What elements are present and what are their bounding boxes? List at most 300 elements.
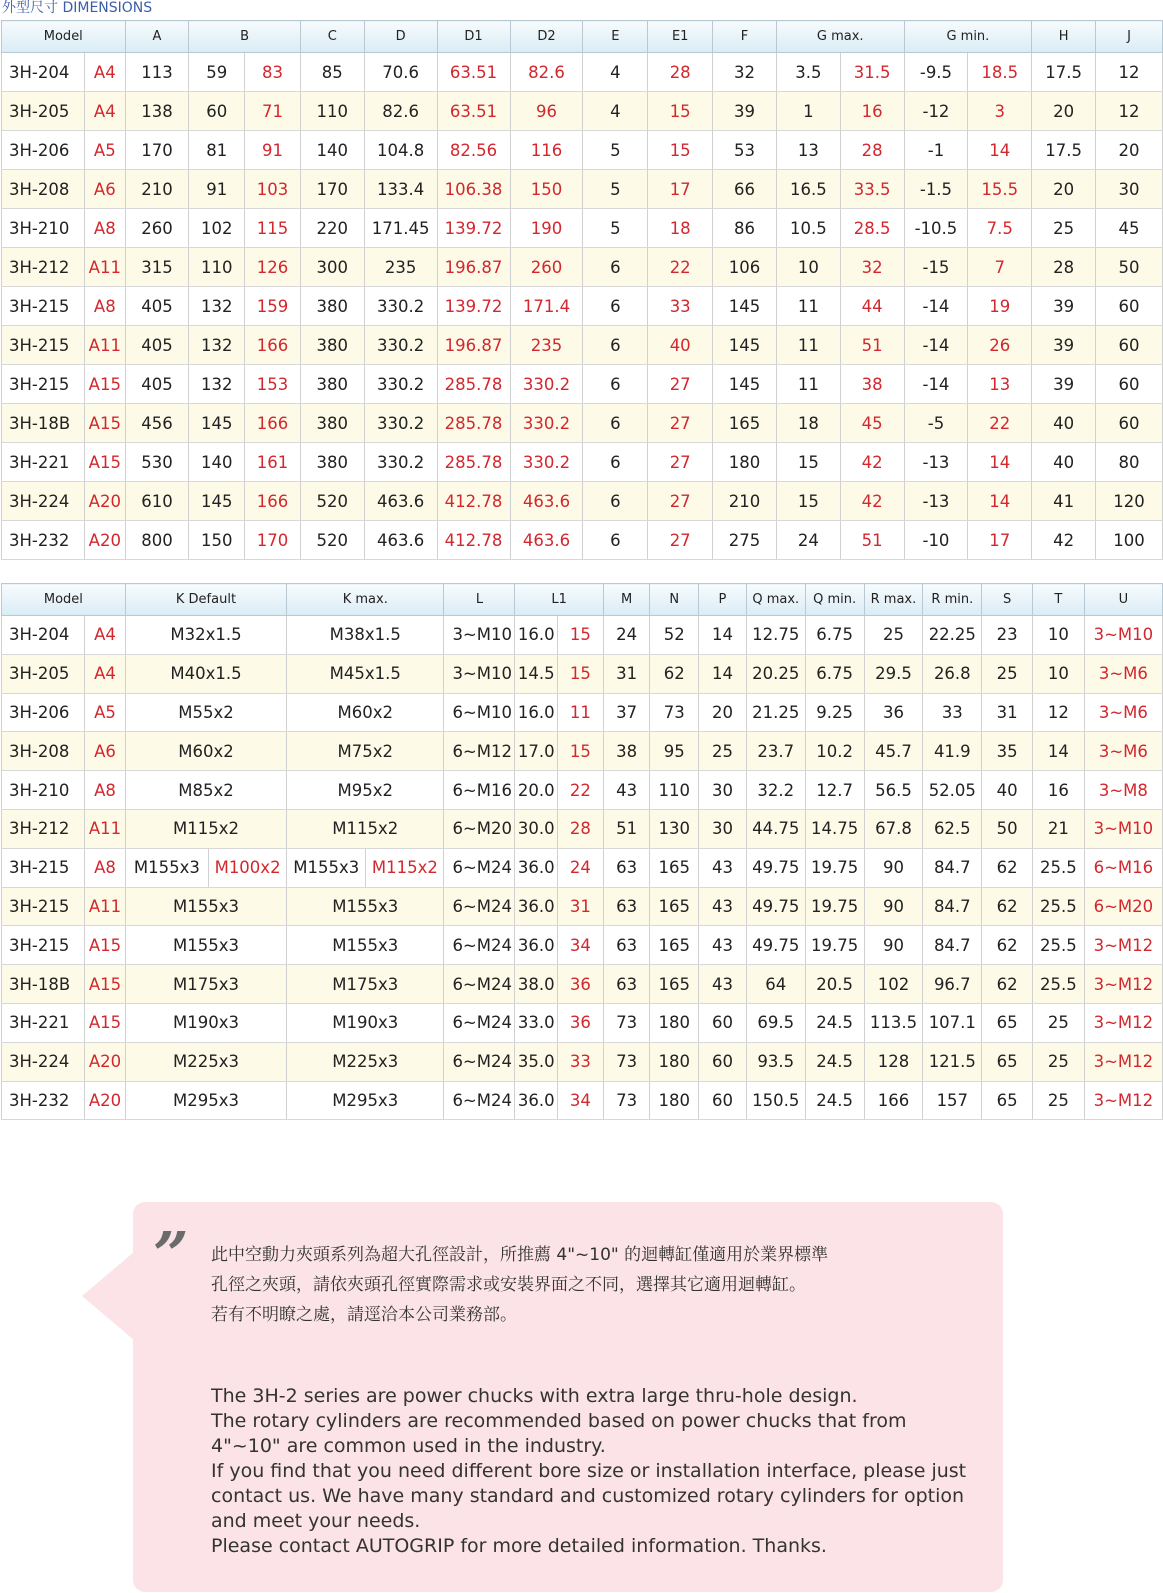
table-cell: 6~M16 <box>444 771 515 810</box>
table-cell: 115 <box>245 209 301 248</box>
model-cell: 3H-221 <box>2 1003 85 1042</box>
model-cell: 3H-215 <box>2 326 85 365</box>
table-cell: 12.7 <box>805 771 864 810</box>
table-cell: 43 <box>699 887 747 926</box>
model-cell: 3H-204 <box>2 616 85 655</box>
table-cell: 463.6 <box>510 482 583 521</box>
table-cell: A15 <box>85 365 126 404</box>
note-pointer <box>82 1252 134 1340</box>
table-cell: 29.5 <box>864 654 923 693</box>
dimensions-table-2 <box>1 583 1163 1120</box>
table-cell: 145 <box>713 287 777 326</box>
table-cell: 49.75 <box>746 926 805 965</box>
table-cell: 60 <box>1096 287 1163 326</box>
col-header: G min. <box>904 21 1032 53</box>
table-cell: A20 <box>85 521 126 560</box>
table-cell: 39 <box>1032 326 1096 365</box>
table-cell: 17 <box>648 170 713 209</box>
table-cell: 63.51 <box>437 92 510 131</box>
note-chinese <box>211 1240 971 1330</box>
table-cell: 113.5 <box>864 1003 923 1042</box>
table-cell: 120 <box>1096 482 1163 521</box>
table-cell: 30 <box>1096 170 1163 209</box>
table-row <box>2 926 1163 965</box>
table-cell: 69.5 <box>746 1003 805 1042</box>
table-cell: 456 <box>125 404 189 443</box>
table-cell: 37 <box>603 693 650 732</box>
table-cell: 285.78 <box>437 443 510 482</box>
col-header: E <box>583 21 648 53</box>
table-cell: 43 <box>603 771 650 810</box>
table-cell: 104.8 <box>364 131 437 170</box>
table-cell: 60 <box>699 1003 747 1042</box>
table-cell: 139.72 <box>437 287 510 326</box>
table-cell: 170 <box>300 170 364 209</box>
table-cell: 31 <box>603 654 650 693</box>
col-header: G max. <box>776 21 904 53</box>
table-cell: 35.0 <box>515 1042 558 1081</box>
table-cell: 140 <box>189 443 245 482</box>
table-cell: 82.6 <box>510 53 583 92</box>
model-cell: 3H-221 <box>2 443 85 482</box>
table-cell: 62 <box>982 887 1033 926</box>
table-cell: -10 <box>904 521 968 560</box>
table-cell: 330.2 <box>510 443 583 482</box>
col-header: Q max. <box>746 584 805 616</box>
table-row <box>2 693 1163 732</box>
table-row <box>2 248 1163 287</box>
table-cell: 5 <box>583 131 648 170</box>
table-cell: 405 <box>125 326 189 365</box>
table-cell: 15.5 <box>968 170 1032 209</box>
table-cell: 33 <box>648 287 713 326</box>
table-cell: 25 <box>1032 1003 1084 1042</box>
table-cell: 170 <box>245 521 301 560</box>
note-en-line: The rotary cylinders are recommended based on power chucks that from <box>211 1410 907 1432</box>
table-cell: -14 <box>904 365 968 404</box>
dimensions-table-1 <box>1 20 1163 560</box>
table-cell: 22 <box>648 248 713 287</box>
table-cell: 14 <box>699 616 747 655</box>
table-cell: 50 <box>1096 248 1163 287</box>
table-cell: 65 <box>982 1042 1033 1081</box>
col-header: A <box>125 21 189 53</box>
table-cell: 25.5 <box>1032 965 1084 1004</box>
table-cell: 31 <box>558 887 604 926</box>
table-cell: 6~M10 <box>444 693 515 732</box>
table-cell: 235 <box>510 326 583 365</box>
table-cell: M190x3 <box>125 1003 286 1042</box>
table-cell: 128 <box>864 1042 923 1081</box>
table-cell: 20 <box>1032 170 1096 209</box>
table-cell: 285.78 <box>437 365 510 404</box>
table-cell: 62 <box>982 848 1033 887</box>
table-cell: 15 <box>776 443 840 482</box>
table-cell: 25.5 <box>1032 848 1084 887</box>
table-cell: 12 <box>1096 53 1163 92</box>
table-cell: 27 <box>648 521 713 560</box>
table-row <box>2 92 1163 131</box>
table-cell: 25.5 <box>1032 887 1084 926</box>
table-cell: 14 <box>968 131 1032 170</box>
table-cell: 36 <box>558 965 604 1004</box>
table-cell: 28.5 <box>840 209 904 248</box>
table-cell: 51 <box>840 326 904 365</box>
table-cell: 210 <box>125 170 189 209</box>
table-cell: 70.6 <box>364 53 437 92</box>
table-cell: 43 <box>699 848 747 887</box>
table-cell: 85 <box>300 53 364 92</box>
table-cell: M100x2 <box>209 848 287 887</box>
table-cell: 610 <box>125 482 189 521</box>
col-header: B <box>189 21 300 53</box>
table-cell: 67.8 <box>864 809 923 848</box>
table-cell: 275 <box>713 521 777 560</box>
model-cell: 3H-208 <box>2 732 85 771</box>
table-cell: 6~M24 <box>444 1081 515 1120</box>
table-cell: 40 <box>648 326 713 365</box>
table-cell: 153 <box>245 365 301 404</box>
table-cell: 180 <box>650 1003 699 1042</box>
table-cell: 63 <box>603 926 650 965</box>
table-cell: 10.2 <box>805 732 864 771</box>
table-cell: 32.2 <box>746 771 805 810</box>
table-cell: 150 <box>189 521 245 560</box>
table-cell: 380 <box>300 443 364 482</box>
table-cell: A20 <box>85 1042 126 1081</box>
table-cell: 60 <box>699 1042 747 1081</box>
model-cell: 3H-208 <box>2 170 85 209</box>
table-cell: M85x2 <box>125 771 286 810</box>
table-cell: 20.0 <box>515 771 558 810</box>
table-cell: 520 <box>300 521 364 560</box>
table-cell: 39 <box>1032 365 1096 404</box>
table-cell: 3~M10 <box>444 654 515 693</box>
table-cell: A11 <box>85 809 126 848</box>
table-cell: 17.5 <box>1032 53 1096 92</box>
table-cell: 380 <box>300 365 364 404</box>
table-cell: 60 <box>699 1081 747 1120</box>
table-cell: 11 <box>776 365 840 404</box>
table-row <box>2 521 1163 560</box>
table-cell: 53 <box>713 131 777 170</box>
table-cell: M175x3 <box>287 965 444 1004</box>
table-cell: A15 <box>85 1003 126 1042</box>
table-cell: 22.25 <box>923 616 982 655</box>
table-cell: 22 <box>968 404 1032 443</box>
table-cell: 25 <box>699 732 747 771</box>
table-cell: 86 <box>713 209 777 248</box>
table-cell: 30.0 <box>515 809 558 848</box>
table-row <box>2 53 1163 92</box>
model-cell: 3H-224 <box>2 1042 85 1081</box>
table-cell: M155x3 <box>125 848 208 887</box>
table-cell: 25 <box>1032 1042 1084 1081</box>
model-cell: 3H-18B <box>2 965 85 1004</box>
table-cell: 285.78 <box>437 404 510 443</box>
table-cell: 121.5 <box>923 1042 982 1081</box>
table-cell: 73 <box>603 1003 650 1042</box>
table-cell: 116 <box>510 131 583 170</box>
table-cell: 27 <box>648 365 713 404</box>
table-cell: 12.75 <box>746 616 805 655</box>
table-cell: A4 <box>85 616 126 655</box>
note-en-line: If you find that you need different bore size or installation interface, please just <box>211 1460 967 1482</box>
table-cell: M32x1.5 <box>125 616 286 655</box>
table-cell: 145 <box>713 365 777 404</box>
table-cell: 520 <box>300 482 364 521</box>
table-cell: 36.0 <box>515 926 558 965</box>
table-cell: 6.75 <box>805 654 864 693</box>
table-cell: 25 <box>1032 209 1096 248</box>
table-cell: -1 <box>904 131 968 170</box>
table-cell: 44 <box>840 287 904 326</box>
table-cell: 30 <box>699 809 747 848</box>
table-cell: 300 <box>300 248 364 287</box>
table-cell: M55x2 <box>125 693 286 732</box>
table-cell: 56.5 <box>864 771 923 810</box>
col-header: K max. <box>287 584 444 616</box>
table-cell: 15 <box>558 732 604 771</box>
model-cell: 3H-205 <box>2 654 85 693</box>
table-cell: 91 <box>189 170 245 209</box>
table-cell: 24.5 <box>805 1081 864 1120</box>
table-row <box>2 404 1163 443</box>
table-cell: 330.2 <box>364 443 437 482</box>
table-cell: 3~M12 <box>1084 1003 1162 1042</box>
table-cell: A4 <box>85 53 126 92</box>
table-cell: M225x3 <box>125 1042 286 1081</box>
table-cell: 63 <box>603 848 650 887</box>
table-cell: 6.75 <box>805 616 864 655</box>
table-cell: 84.7 <box>923 887 982 926</box>
model-cell: 3H-215 <box>2 365 85 404</box>
table-cell: 3 <box>968 92 1032 131</box>
table-cell: 33.0 <box>515 1003 558 1042</box>
table-cell: 35 <box>982 732 1033 771</box>
table-cell: 165 <box>650 887 699 926</box>
table-cell: 159 <box>245 287 301 326</box>
table-cell: 6~M12 <box>444 732 515 771</box>
table-row <box>2 170 1163 209</box>
table-cell: 15 <box>648 92 713 131</box>
table-cell: 139.72 <box>437 209 510 248</box>
table-cell: 6~M24 <box>444 965 515 1004</box>
col-header: N <box>650 584 699 616</box>
table-row <box>2 365 1163 404</box>
table-cell: M155x3 <box>125 887 286 926</box>
table-cell: 63.51 <box>437 53 510 92</box>
table-cell: 42 <box>1032 521 1096 560</box>
table-cell: 3~M12 <box>1084 965 1162 1004</box>
table-cell: 405 <box>125 287 189 326</box>
table-cell: 82.56 <box>437 131 510 170</box>
table-cell: 63 <box>603 965 650 1004</box>
table-cell: 18 <box>776 404 840 443</box>
table-cell: 3~M10 <box>444 616 515 655</box>
table-cell: A4 <box>85 654 126 693</box>
table-cell: 4 <box>583 53 648 92</box>
table-cell: 6~M24 <box>444 1003 515 1042</box>
table-cell: 14 <box>1032 732 1084 771</box>
table-cell: 52.05 <box>923 771 982 810</box>
table-cell: A4 <box>85 92 126 131</box>
table-cell: 380 <box>300 326 364 365</box>
table-cell: 171.4 <box>510 287 583 326</box>
col-header: K Default <box>125 584 286 616</box>
table-cell: 16 <box>1032 771 1084 810</box>
table-cell: 64 <box>746 965 805 1004</box>
table-cell: 40 <box>1032 404 1096 443</box>
table-cell: 62 <box>982 965 1033 1004</box>
table-cell: 42 <box>840 482 904 521</box>
model-cell: 3H-205 <box>2 92 85 131</box>
table-cell: 27 <box>648 443 713 482</box>
table-row <box>2 1081 1163 1120</box>
table-cell: A8 <box>85 287 126 326</box>
table-cell: 36.0 <box>515 887 558 926</box>
table-cell: 60 <box>189 92 245 131</box>
table-cell: 38.0 <box>515 965 558 1004</box>
note-en-line: and meet your needs. <box>211 1510 421 1532</box>
table-cell: 180 <box>650 1081 699 1120</box>
table-cell: 27 <box>648 404 713 443</box>
table-cell: 132 <box>189 326 245 365</box>
table-cell: M155x3 <box>287 887 444 926</box>
table-cell: 14.75 <box>805 809 864 848</box>
table-cell: 81 <box>189 131 245 170</box>
table-cell: 32 <box>840 248 904 287</box>
table-cell: 16 <box>840 92 904 131</box>
table-cell: A11 <box>85 326 126 365</box>
table-cell: 24.5 <box>805 1042 864 1081</box>
table-cell: 63 <box>603 887 650 926</box>
table-cell: 196.87 <box>437 326 510 365</box>
table-cell: 171.45 <box>364 209 437 248</box>
table-cell: 165 <box>650 965 699 1004</box>
table-cell: 90 <box>864 926 923 965</box>
table-cell: 6 <box>583 443 648 482</box>
table-cell: 145 <box>713 326 777 365</box>
table-cell: M95x2 <box>287 771 444 810</box>
table-cell: 45 <box>840 404 904 443</box>
table-cell: 3~M6 <box>1084 693 1162 732</box>
table-cell: 20.5 <box>805 965 864 1004</box>
table-cell: 3~M12 <box>1084 1042 1162 1081</box>
table-cell: 165 <box>650 926 699 965</box>
table-cell: 103 <box>245 170 301 209</box>
table-cell: 330.2 <box>364 404 437 443</box>
table-cell: 62.5 <box>923 809 982 848</box>
table-cell: 6 <box>583 287 648 326</box>
table-cell: 463.6 <box>364 482 437 521</box>
table-cell: 150 <box>510 170 583 209</box>
table-cell: 42 <box>840 443 904 482</box>
table-cell: 34 <box>558 1081 604 1120</box>
note-en-line: contact us. We have many standard and customized rotary cylinders for option <box>211 1485 965 1507</box>
table-cell: 15 <box>558 654 604 693</box>
table-cell: 44.75 <box>746 809 805 848</box>
table-cell: 45.7 <box>864 732 923 771</box>
table-cell: 93.5 <box>746 1042 805 1081</box>
col-header: L1 <box>515 584 603 616</box>
table-cell: 12 <box>1032 693 1084 732</box>
table-cell: 1 <box>776 92 840 131</box>
col-header: C <box>300 21 364 53</box>
model-cell: 3H-232 <box>2 1081 85 1120</box>
table-cell: A5 <box>85 131 126 170</box>
table-cell: 82.6 <box>364 92 437 131</box>
table-cell: 210 <box>713 482 777 521</box>
table-cell: 11 <box>558 693 604 732</box>
table-row <box>2 965 1163 1004</box>
table-cell: 38 <box>603 732 650 771</box>
table-cell: -9.5 <box>904 53 968 92</box>
table-cell: 10 <box>1032 654 1084 693</box>
model-cell: 3H-215 <box>2 848 85 887</box>
table-cell: 106.38 <box>437 170 510 209</box>
table-cell: 16.0 <box>515 616 558 655</box>
table-cell: 100 <box>1096 521 1163 560</box>
table-cell: 19 <box>968 287 1032 326</box>
table-cell: 7 <box>968 248 1032 287</box>
table-cell: 13 <box>776 131 840 170</box>
table-cell: 330.2 <box>364 365 437 404</box>
table-cell: 90 <box>864 848 923 887</box>
table-cell: 13 <box>968 365 1032 404</box>
table-cell: -15 <box>904 248 968 287</box>
note-en-line: 4"~10" are common used in the industry. <box>211 1435 606 1457</box>
table-cell: 412.78 <box>437 482 510 521</box>
table-cell: 133.4 <box>364 170 437 209</box>
table-cell: 26 <box>968 326 1032 365</box>
table-cell: 6 <box>583 326 648 365</box>
table-cell: 20 <box>1032 92 1096 131</box>
table-cell: 25 <box>1032 1081 1084 1120</box>
table-row <box>2 131 1163 170</box>
table-cell: A15 <box>85 965 126 1004</box>
table-cell: 330.2 <box>364 287 437 326</box>
table-cell: 52 <box>650 616 699 655</box>
table-cell: 33 <box>558 1042 604 1081</box>
table-cell: 20 <box>1096 131 1163 170</box>
table-cell: -5 <box>904 404 968 443</box>
table-cell: 15 <box>776 482 840 521</box>
table-cell: 91 <box>245 131 301 170</box>
table-cell: 90 <box>864 887 923 926</box>
table-cell: A15 <box>85 404 126 443</box>
table-cell: 107.1 <box>923 1003 982 1042</box>
table-cell: 43 <box>699 926 747 965</box>
table-cell: A5 <box>85 693 126 732</box>
table-cell: 84.7 <box>923 926 982 965</box>
table-cell: 17.0 <box>515 732 558 771</box>
table-cell: 16.5 <box>776 170 840 209</box>
table-cell: 132 <box>189 365 245 404</box>
table-cell: 220 <box>300 209 364 248</box>
table-cell: 36 <box>558 1003 604 1042</box>
note-zh-line: 若有不明瞭之處，請逕洽本公司業務部。 <box>211 1305 517 1325</box>
table-cell: A20 <box>85 1081 126 1120</box>
table-cell: 11 <box>776 326 840 365</box>
table-cell: 196.87 <box>437 248 510 287</box>
table-cell: 161 <box>245 443 301 482</box>
table-cell: 21.25 <box>746 693 805 732</box>
col-header: Q min. <box>805 584 864 616</box>
table-cell: 6 <box>583 521 648 560</box>
table-cell: 36 <box>864 693 923 732</box>
table-cell: 6 <box>583 482 648 521</box>
